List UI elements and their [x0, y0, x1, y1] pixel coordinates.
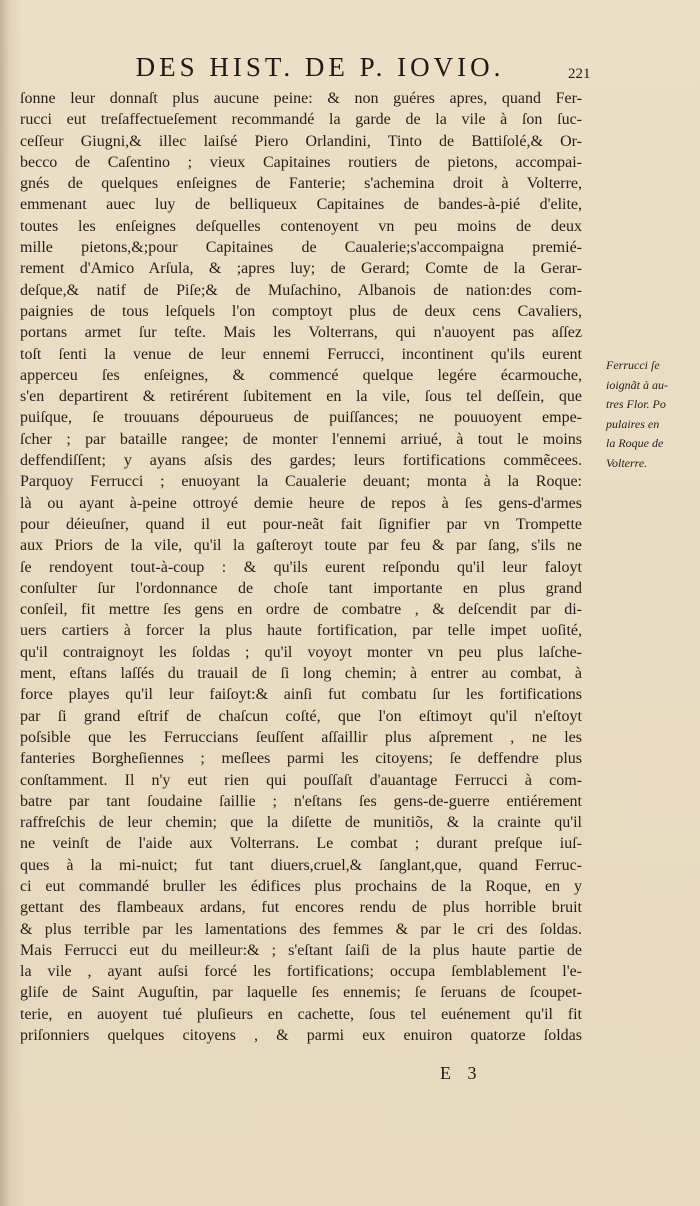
signature-mark: E 3	[440, 1063, 483, 1083]
text-line: rement d'Amico Arſula, & ;apres luy; de Gerard; Comte de la Gerar-	[20, 260, 582, 278]
text-line: ques à la mi-nuict; fut tant diuers,cruel,& ſanglant,que, quand Ferruc-	[20, 856, 582, 874]
text-line: poſsible que les Ferruccians ſeuſſent aſſaillir plus aſprement , ne les	[20, 728, 582, 746]
text-line: la vile , ayant auſsi forcé les fortifications; occupa ſemblablement l'e-	[20, 963, 582, 981]
text-line: uers cartiers à forcer la plus haute fortification, par telle impet uoſité,	[20, 622, 582, 640]
text-line: emmenant auec luy de belliqueux Capitaines de bandes-à-pié d'elite,	[20, 196, 582, 214]
text-line: ſonne leur donnaſt plus aucune peine: & non guéres apres, quand Fer-	[20, 90, 582, 107]
text-line: priſonniers quelques citoyens , & parmi eux enuiron quatorze ſoldas	[20, 1027, 582, 1045]
text-line: ceſſeur Giugni,& illec laiſsé Piero Orlandini, Tinto de Battiſolé,& Or-	[20, 132, 582, 150]
running-head: DES HIST. DE P. IOVIO.	[135, 52, 505, 82]
text-line: ci eut commandé bruller les édifices plus prochains de la Roque, en y	[20, 877, 582, 895]
text-line: force playes qu'il leur faiſoyt:& ainſi fut combatu ſur les fortifications	[20, 686, 582, 704]
text-line: paignies de tous leſquels l'on comptoyt plus de deux cens Cavaliers,	[20, 302, 582, 320]
text-line: fanteries Borgheſiennes ; meſlees parmi les citoyens; ſe deffendre plus	[20, 750, 582, 768]
text-line: terie, en auoyent tué pluſieurs en cachette, ſous tel euénement qu'il fit	[20, 1005, 582, 1023]
text-line: ſe rendoyent tout-à-coup : & qu'ils eurent reſpondu qu'il leur faloyt	[20, 558, 582, 576]
text-line: par ſi grand eſtrif de chaſcun coſté, que l'on eſtimoyt qu'il n'eſtoyt	[20, 707, 582, 725]
marginal-note-line: ioignãt à au-	[606, 377, 668, 392]
page-number: 221	[568, 66, 591, 82]
marginal-note-line: Volterre.	[606, 455, 648, 470]
text-line: toſt ſenti la venue de leur ennemi Ferrucci, incontinent qu'ils eurent	[20, 345, 582, 363]
text-line: gliſe de Saint Auguſtin, par laquelle ſes ennemis; ſe ſeruans de ſcoupet-	[20, 984, 582, 1002]
text-line: gnés de quelques enſeignes de Fanterie; s'achemina droit à Volterre,	[20, 175, 582, 193]
marginal-note-line: la Roque de	[606, 436, 664, 450]
body-text	[20, 88, 582, 1046]
text-line: & plus terrible par les lamentations des femmes & par le cri des ſoldas.	[20, 920, 582, 938]
text-line: raffreſchis de leur chemin; que la diſette de munitiõs, & la crainte qu'il	[20, 814, 582, 832]
text-line: s'en departirent & retirérent ſubitement en la vile, ſous tel deſſein, que	[20, 388, 582, 406]
marginal-note-line: pulaires en	[606, 416, 660, 431]
text-line: mille pietons,&;pour Capitaines de Caualerie;s'accompaigna premié-	[20, 239, 582, 257]
text-line: aux Priors de la vile, qu'il la gaſteroyt toute par feu & par ſang, s'ils ne	[20, 537, 582, 555]
text-line: becco de Caſentino ; vieux Capitaines routiers de pietons, accompai-	[20, 153, 582, 171]
text-line: deffendiſſent; y ayans aſsis des gardes; leurs fortifications commẽcees.	[20, 452, 582, 470]
text-line: gettant des flambeaux ardans, fut encores rendu de plus horrible bruit	[20, 899, 582, 917]
text-line: ment, eſtans laſſés du trauail de ſi long chemin; à entrer au combat, à	[20, 665, 582, 683]
text-line: pour déieuſner, quand il eut pour-neãt fait ſignifier par vn Trompette	[20, 515, 582, 533]
text-line: apperceu ſes enſeignes, & commencé quelque legére écarmouche,	[20, 366, 582, 384]
text-line: conſtamment. Il n'y eut rien qui pouſſaſt d'auantage Ferrucci à com-	[20, 771, 582, 789]
text-line: Mais Ferrucci eut du meilleur:& ; s'eſtant ſaiſi de la plus haute partie de	[20, 941, 582, 959]
text-line: là ou ayant à-peine ottroyé demie heure de repos à ſes gens-d'armes	[20, 494, 582, 512]
text-line: batre par tant ſoudaine ſaillie ; n'eſtans ſes gens-de-guerre entiérement	[20, 792, 582, 810]
marginal-note	[606, 356, 698, 473]
text-line: portans armet ſur teſte. Mais les Volterrans, qui n'auoyent pas aſſez	[20, 324, 582, 342]
text-line: ne veinſt de l'aide aux Volterrans. Le combat ; durant preſque iuſ-	[20, 835, 582, 853]
marginal-note-line: tres Flor. Po	[606, 397, 666, 411]
text-line: conſulter ſur l'ordonnance de choſe tant importante en plus grand	[20, 579, 582, 597]
text-line: puiſque, ſe trouuans dépourueus de puiſſances; ne pouuoyent empe-	[20, 409, 582, 427]
text-line: toutes les enſeignes deſquelles contenoyent vn peu moins de deux	[20, 217, 582, 235]
text-line: ſcher ; par bataille rangee; de monter l'ennemi arriué, à tout le moins	[20, 430, 582, 448]
text-line: deſque,& natif de Piſe;& de Muſachino, Albanois de nation:des com-	[20, 281, 582, 299]
text-line: conſeil, fit mettre ſes gens en ordre de combatre , & deſcendit par di-	[20, 601, 582, 619]
marginal-note-line: Ferrucci ſe	[606, 358, 660, 372]
text-line: rucci eut treſaffectueſement recommandé la garde de la vile à ſon ſuc-	[20, 111, 582, 129]
text-line: qu'il contraignoyt les ſoldas ; qu'il voyoyt monter vn peu plus laſche-	[20, 643, 582, 661]
text-line: Parquoy Ferrucci ; enuoyant la Caualerie deuant; monta à la Roque:	[20, 473, 582, 491]
